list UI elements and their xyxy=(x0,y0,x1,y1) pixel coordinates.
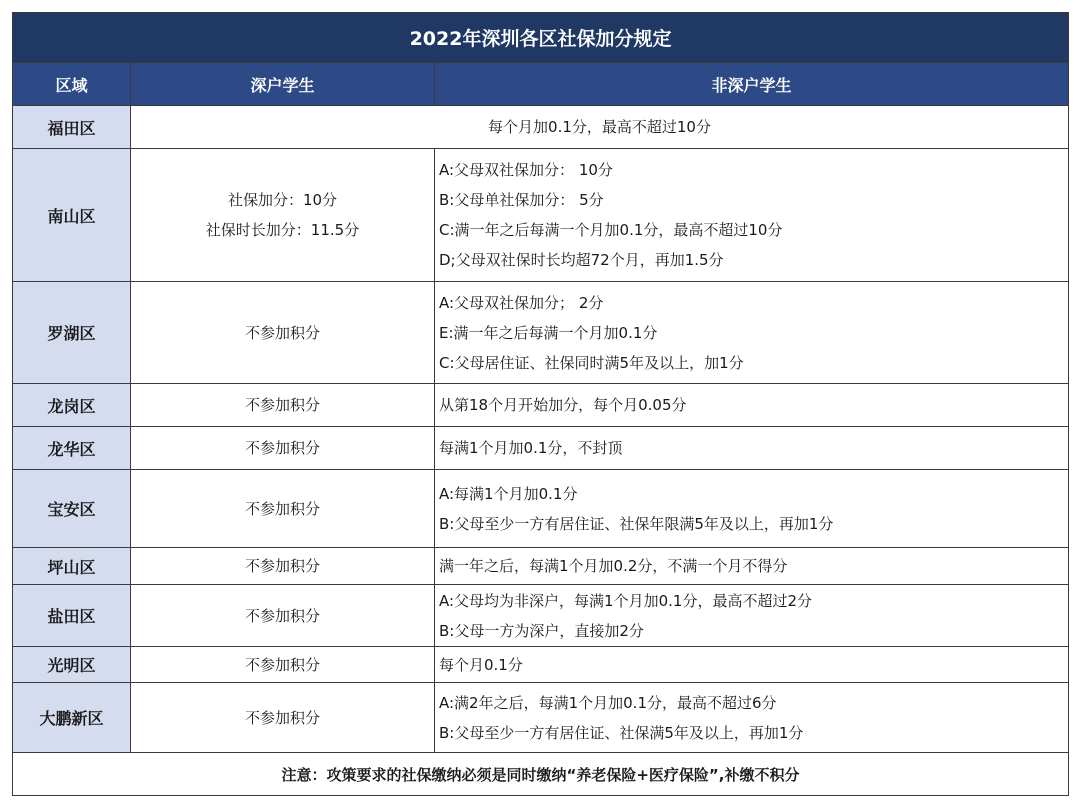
footer-row xyxy=(13,753,1069,796)
table-title: 2022年深圳各区社保加分规定 xyxy=(13,13,1069,63)
rule-line: B:父母一方为深户，直接加2分 xyxy=(439,621,644,640)
rule-line: A:父母双社保加分； 2分 xyxy=(439,293,604,312)
rule-line: 社保时长加分：11.5分 xyxy=(205,221,360,239)
region-cell: 福田区 xyxy=(13,106,131,149)
table-row xyxy=(13,282,1069,384)
table-row xyxy=(13,470,1069,548)
table-row xyxy=(13,384,1069,427)
header-sz-hukou: 深户学生 xyxy=(131,63,435,106)
rule-line: A:父母双社保加分： 10分 xyxy=(439,161,613,179)
region-cell: 大鹏新区 xyxy=(13,683,131,753)
header-region: 区域 xyxy=(13,63,131,106)
sz-rule-cell: 不参加积分 xyxy=(131,647,435,683)
rule-line: D;父母双社保时长均超72个月，再加1.5分 xyxy=(439,251,724,269)
footer-note: 注意：攻策要求的社保缴纳必须是同时缴纳“养老保险+医疗保险”,补缴不积分 xyxy=(13,753,1069,796)
region-cell: 盐田区 xyxy=(13,585,131,647)
table-wrapper xyxy=(12,12,1068,796)
table-row xyxy=(13,427,1069,470)
rule-line: 社保加分：10分 xyxy=(227,191,338,209)
rule-cell: 每个月加0.1分，最高不超过10分 xyxy=(131,106,1069,149)
sz-rule-cell xyxy=(131,149,435,282)
sz-rule-cell: 不参加积分 xyxy=(131,585,435,647)
table-row xyxy=(13,647,1069,683)
sz-rule-cell: 不参加积分 xyxy=(131,282,435,384)
table-row xyxy=(13,585,1069,647)
header-row xyxy=(13,63,1069,106)
nonsz-rule-cell xyxy=(435,282,1069,384)
region-cell: 罗湖区 xyxy=(13,282,131,384)
region-cell: 南山区 xyxy=(13,149,131,282)
points-table xyxy=(12,12,1069,796)
region-cell: 宝安区 xyxy=(13,470,131,548)
rule-line: A:满2年之后，每满1个月加0.1分，最高不超过6分 xyxy=(439,693,777,712)
nonsz-rule-cell xyxy=(435,470,1069,548)
table-row xyxy=(13,683,1069,753)
table-row xyxy=(13,149,1069,282)
rule-line: B:父母单社保加分： 5分 xyxy=(439,191,604,209)
nonsz-rule-cell xyxy=(435,149,1069,282)
header-non-sz-hukou: 非深户学生 xyxy=(435,63,1069,106)
nonsz-rule-cell: 从第18个月开始加分，每个月0.05分 xyxy=(435,384,1069,427)
nonsz-rule-cell: 每满1个月加0.1分，不封顶 xyxy=(435,427,1069,470)
rule-line: A:父母均为非深户，每满1个月加0.1分，最高不超过2分 xyxy=(439,591,812,610)
sz-rule-cell: 不参加积分 xyxy=(131,470,435,548)
region-cell: 坪山区 xyxy=(13,548,131,585)
nonsz-rule-cell: 满一年之后，每满1个月加0.2分，不满一个月不得分 xyxy=(435,548,1069,585)
region-cell: 光明区 xyxy=(13,647,131,683)
sz-rule-cell: 不参加积分 xyxy=(131,683,435,753)
table-row xyxy=(13,106,1069,149)
sz-rule-cell: 不参加积分 xyxy=(131,427,435,470)
rule-line: C:满一年之后每满一个月加0.1分，最高不超过10分 xyxy=(439,221,783,239)
nonsz-rule-cell xyxy=(435,585,1069,647)
region-cell: 龙岗区 xyxy=(13,384,131,427)
sz-rule-cell: 不参加积分 xyxy=(131,384,435,427)
title-row xyxy=(13,13,1069,63)
sz-rule-cell: 不参加积分 xyxy=(131,548,435,585)
nonsz-rule-cell xyxy=(435,683,1069,753)
rule-line: E:满一年之后每满一个月加0.1分 xyxy=(439,323,658,342)
rule-line: B:父母至少一方有居住证、社保满5年及以上，再加1分 xyxy=(439,723,804,742)
table-row xyxy=(13,548,1069,585)
rule-line: C:父母居住证、社保同时满5年及以上，加1分 xyxy=(439,353,744,372)
rule-line: A:每满1个月加0.1分 xyxy=(439,484,578,503)
rule-line: B:父母至少一方有居住证、社保年限满5年及以上，再加1分 xyxy=(439,514,834,533)
nonsz-rule-cell: 每个月0.1分 xyxy=(435,647,1069,683)
region-cell: 龙华区 xyxy=(13,427,131,470)
